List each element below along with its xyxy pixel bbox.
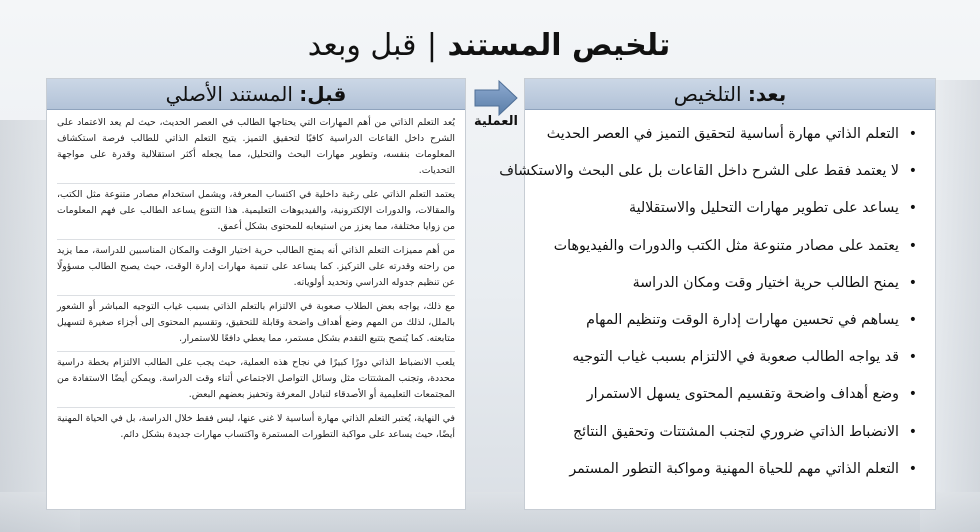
summary-item: • وضع أهداف واضحة وتقسيم المحتوى يسهل الاستمرار (545, 376, 921, 413)
arrow-right-icon (471, 78, 521, 138)
original-paragraph: يلعب الانضباط الذاتي دورًا كبيرًا في نجاح هذه العملية، حيث يجب على الطالب الالتزام بخطة دراسية محددة، وتجنب المشتتات مثل وسائل التواصل الاجتماعي أثناء وقت الدراسة. ويمكن أيضًا الاستفادة من المجتمعات التعليمية أو الأصدقاء لتبادل المعرفة وتحفيز بعضهم البعض. (57, 352, 455, 408)
bullet-icon: • (908, 126, 917, 142)
bullet-icon: • (908, 460, 917, 477)
after-header-text: التلخيص (673, 82, 748, 106)
slide (28, 10, 950, 510)
summary-item: • يساعد على تطوير مهارات التحليل والاستقلالية (545, 190, 921, 227)
bullet-icon: • (908, 386, 917, 403)
summary-item: • لا يعتمد فقط على الشرح داخل القاعات بل على البحث والاستكشاف (545, 153, 921, 190)
process-label: العملية (474, 114, 518, 129)
summary-item: • الانضباط الذاتي ضروري لتجنب المشتتات وتحقيق النتائج (545, 414, 921, 451)
bullet-icon: • (908, 274, 917, 291)
original-paragraph: مع ذلك، يواجه بعض الطلاب صعوبة في الالتزام بالتعلم الذاتي بسبب غياب التوجيه المباشر أو الشعور بالملل، لذلك من المهم وضع أهداف واضحة وقابلة للتحقيق، وتقسيم المحتوى إلى أجزاء صغيرة لتسهيل متابعته. كما يُنصح بتتبع التقدم بشكل مستمر، مما يعطي دافعًا للاستمرار. (57, 296, 455, 352)
original-paragraph: في النهاية، يُعتبر التعلم الذاتي مهارة أساسية لا غنى عنها، ليس فقط خلال الدراسة، بل في الحياة المهنية أيضًا، حيث يساعد على مواكبة التطورات المستمرة واكتساب مهارات جديدة بشكل دائم. (57, 413, 455, 440)
summary-item: • يساهم في تحسين مهارات إدارة الوقت وتنظيم المهام (545, 302, 921, 339)
before-panel (46, 78, 466, 510)
original-paragraph: من أهم مميزات التعلم الذاتي أنه يمنح الطالب حرية اختيار الوقت والمكان المناسبين للدراسة، مما يزيد من راحته وقدرته على التركيز. كما يساعد على تنمية مهارات إدارة الوقت، حيث يصبح الطالب مسؤولًا عن تنظيم جدوله الدراسي وتحديد أولوياته. (57, 240, 455, 296)
bullet-icon: • (908, 200, 917, 217)
before-header-bold: قبل: (299, 82, 347, 106)
after-panel (499, 78, 936, 510)
bullet-icon: • (908, 311, 917, 328)
bullet-icon: • (908, 237, 917, 254)
before-header-text: المستند الأصلي (165, 82, 300, 106)
original-document (47, 110, 465, 447)
bullet-icon: • (908, 349, 917, 366)
summary-item: • التعلم الذاتي مهارة أساسية لتحقيق التميز في العصر الحديث (545, 116, 921, 153)
after-header-bold: بعد: (747, 82, 787, 106)
summary-item: • يعتمد على مصادر متنوعة مثل الكتب والدورات والفيديوهات (545, 228, 921, 265)
original-paragraph: يُعد التعلم الذاتي من أهم المهارات التي يحتاجها الطالب في العصر الحديث، حيث لم يعد الاعتماد على الشرح داخل القاعات الدراسية كافيًا لتحقيق التميز. يتيح التعلم الذاتي للطالب فرصة استكشاف المعلومات بنفسه، وتطوير مهارات البحث والتحليل، مما يجعله أكثر استقلالية وقدرة على مواجهة التحديات. (57, 112, 455, 184)
title-sub: قبل وبعد (307, 28, 417, 63)
bullet-icon: • (908, 163, 917, 180)
page-title (28, 28, 950, 63)
original-paragraph: يعتمد التعلم الذاتي على رغبة داخلية في اكتساب المعرفة، ويشمل استخدام مصادر متنوعة مثل الكتب، والمقالات، والدورات الإلكترونية، والفيديوهات التعليمية. هذا التنوع يساعد الطالب على فهم المعلومات من زوايا مختلفة، مما يعزز من استيعابه للمحتوى بشكل أعمق. (57, 184, 455, 240)
title-separator: | (426, 28, 438, 63)
summary-list (499, 110, 935, 488)
bullet-icon: • (908, 423, 917, 440)
title-main: تلخيص المستند (447, 28, 671, 63)
summary-item: • يمنح الطالب حرية اختيار وقت ومكان الدراسة (545, 265, 921, 302)
before-panel-header (47, 79, 465, 110)
after-panel-header (525, 79, 935, 110)
summary-item: • التعلم الذاتي مهم للحياة المهنية ومواكبة التطور المستمر (545, 451, 921, 488)
summary-item: • قد يواجه الطالب صعوبة في الالتزام بسبب غياب التوجيه (545, 339, 921, 376)
